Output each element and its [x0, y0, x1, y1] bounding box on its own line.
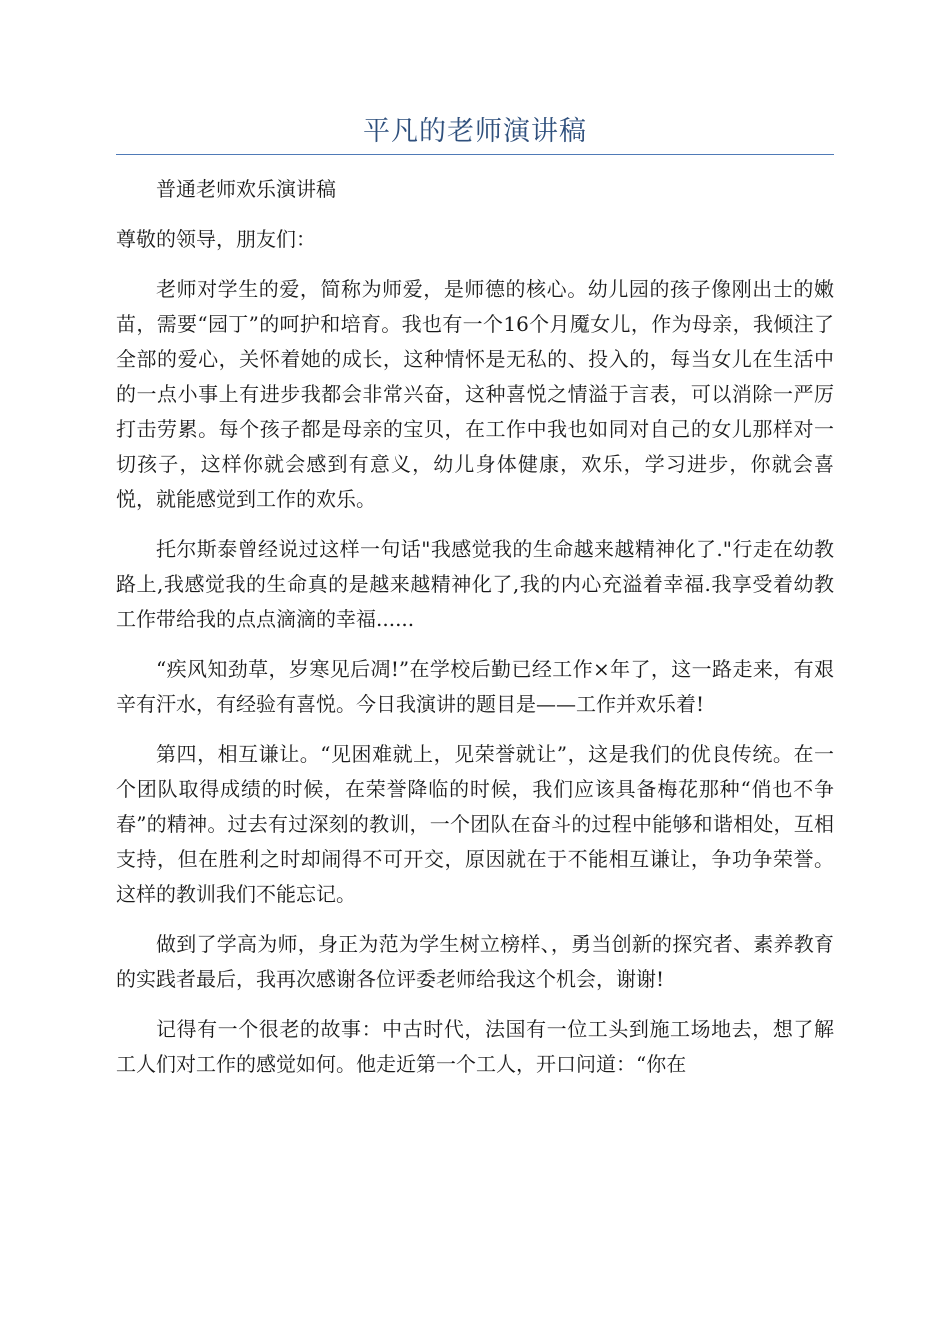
paragraph: 做到了学高为师，身正为范为学生树立榜样、，勇当创新的探究者、素养教育的实践者最后，我再次感谢各位评委老师给我这个机会，谢谢!	[116, 932, 834, 991]
paragraph: 老师对学生的爱，简称为师爱，是师德的核心。幼儿园的孩子像刚出士的嫩苗，需要“园丁”的呵护和培育。我也有一个16个月魇女儿，作为母亲，我倾注了全部的爱心，关怀着她的成长，这种情怀是无私的、投入的，每当女儿在生活中的一点小事上有进步我都会非常兴奋，这种喜悦之情溢于言表，可以消除一严厉打击劳累。每个孩子都是母亲的宝贝，在工作中我也如同对自己的女儿那样对一切孩子，这样你就会感到有意义，幼儿身体健康，欢乐，学习进步，你就会喜悦，就能感觉到工作的欢乐。	[116, 277, 834, 511]
paragraph: 托尔斯泰曾经说过这样一句话"我感觉我的生命越来越精神化了."行走在幼教路上,我感觉我的生命真的是越来越精神化了,我的内心充溢着幸福.我享受着幼教工作带给我的点点滴滴的幸福......	[116, 537, 834, 631]
paragraph: 第四，相互谦让。“见困难就上，见荣誉就让”，这是我们的优良传统。在一个团队取得成绩的时候，在荣誉降临的时候，我们应该具备梅花那种“俏也不争春”的精神。过去有过深刻的教训，一个团队在奋斗的过程中能够和谐相处，互相支持，但在胜利之时却闹得不可开交，原因就在于不能相互谦让，争功争荣誉。这样的教训我们不能忘记。	[116, 742, 834, 906]
paragraph-salutation: 尊敬的领导，朋友们：	[116, 227, 316, 251]
paragraph: 记得有一个很老的故事：中古时代，法国有一位工头到施工场地去，想了解工人们对工作的感觉如何。他走近第一个工人，开口问道：“你在	[116, 1017, 834, 1076]
paragraph-subtitle: 普通老师欢乐演讲稿	[156, 177, 336, 201]
title-underline	[116, 154, 834, 155]
paragraph: “疾风知劲草，岁寒见后凋!”在学校后勤已经工作×年了，这一路走来，有艰辛有汗水，有经验有喜悦。今日我演讲的题目是——工作并欢乐着!	[116, 657, 834, 716]
document-body	[116, 172, 834, 1097]
document-title: 平凡的老师演讲稿	[363, 116, 587, 147]
